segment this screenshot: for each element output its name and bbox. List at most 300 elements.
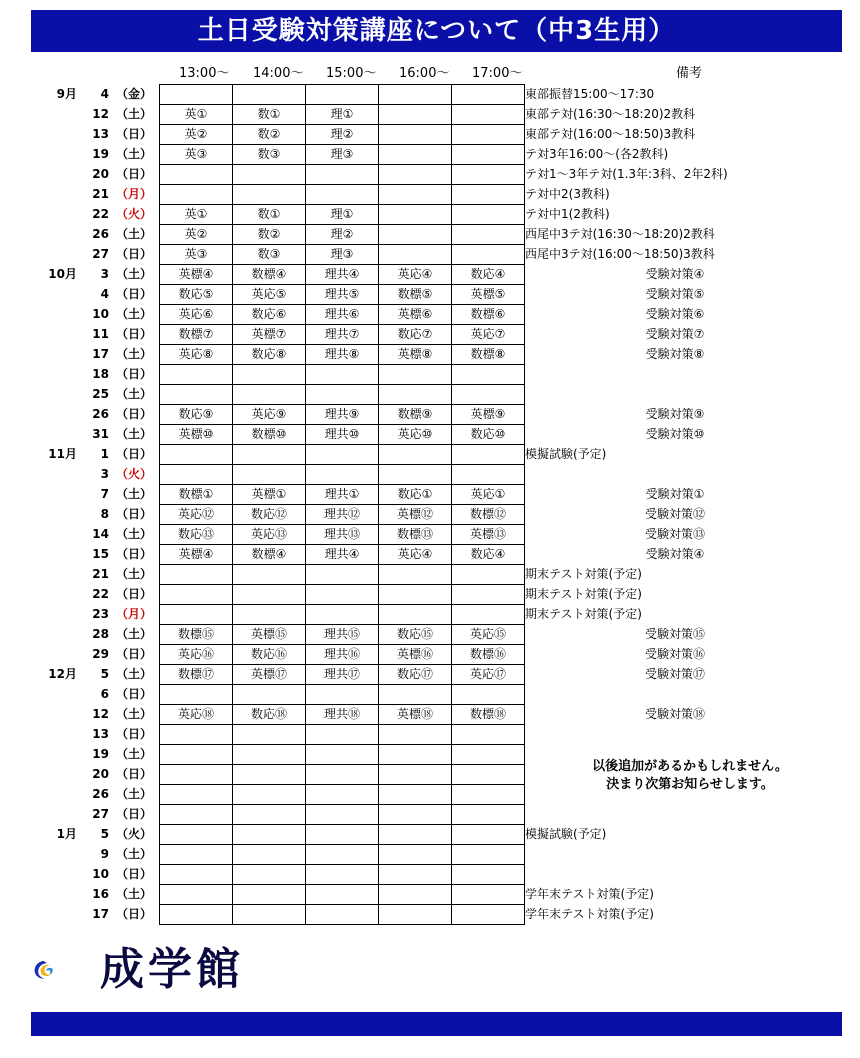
class-slot-cell — [379, 365, 452, 385]
class-slot-cell: 数応⑥ — [233, 305, 306, 325]
class-slot-cell: 英標⑥ — [379, 305, 452, 325]
class-slot-cell: 英標⑨ — [452, 405, 525, 425]
class-slot-cell — [306, 865, 379, 885]
class-slot-cell — [379, 885, 452, 905]
remarks-cell: 受験対策⑨ — [645, 407, 705, 421]
month-cell — [35, 125, 77, 145]
schedule-row — [35, 125, 849, 145]
class-slot-cell — [452, 585, 525, 605]
remarks-cell: 受験対策⑫ — [644, 507, 705, 521]
weekday-cell: （日） — [115, 367, 152, 381]
schedule-row — [35, 565, 849, 585]
class-slot-cell — [452, 85, 525, 105]
day-cell: 26 — [92, 407, 109, 421]
month-cell — [35, 625, 77, 645]
weekday-cell: （日） — [115, 767, 152, 781]
day-cell: 26 — [92, 227, 109, 241]
weekday-cell: （日） — [115, 507, 152, 521]
class-slot-cell — [160, 785, 233, 805]
class-slot-cell: 数③ — [233, 145, 306, 165]
class-slot-cell — [160, 865, 233, 885]
class-slot-cell: 理共⑬ — [306, 525, 379, 545]
class-slot-cell — [379, 445, 452, 465]
schedule-row — [35, 465, 849, 485]
day-cell: 27 — [92, 807, 109, 821]
month-cell — [35, 725, 77, 745]
class-slot-cell — [306, 905, 379, 925]
month-cell — [35, 485, 77, 505]
class-slot-cell: 理③ — [306, 245, 379, 265]
weekday-cell: （日） — [115, 447, 152, 461]
class-slot-cell: 理共① — [306, 485, 379, 505]
weekday-cell: （土） — [115, 667, 152, 681]
weekday-cell: （日） — [115, 247, 152, 261]
day-cell: 26 — [92, 787, 109, 801]
class-slot-cell: 理共④ — [306, 545, 379, 565]
class-slot-cell — [379, 605, 452, 625]
class-slot-cell: 理共⑯ — [306, 645, 379, 665]
class-slot-cell — [452, 725, 525, 745]
class-slot-cell — [306, 565, 379, 585]
class-slot-cell — [379, 805, 452, 825]
weekday-cell: （土） — [115, 267, 152, 281]
class-slot-cell — [233, 85, 306, 105]
class-slot-cell — [306, 465, 379, 485]
class-slot-cell — [379, 145, 452, 165]
weekday-cell: （日） — [115, 547, 152, 561]
class-slot-cell — [379, 185, 452, 205]
class-slot-cell: 英応④ — [379, 545, 452, 565]
class-slot-cell: 数標⑩ — [233, 425, 306, 445]
day-cell: 20 — [92, 767, 109, 781]
weekday-cell: （火） — [115, 467, 152, 481]
class-slot-cell — [306, 85, 379, 105]
class-slot-cell — [306, 765, 379, 785]
schedule-row — [35, 445, 849, 465]
day-cell: 1 — [100, 447, 109, 461]
weekday-cell: （日） — [115, 327, 152, 341]
class-slot-cell — [160, 745, 233, 765]
day-cell: 12 — [92, 107, 109, 121]
month-cell — [35, 105, 77, 125]
month-cell: 12月 — [48, 667, 77, 681]
schedule-table — [35, 84, 849, 925]
month-cell — [35, 525, 77, 545]
class-slot-cell: 英応⑫ — [160, 505, 233, 525]
remarks-cell: 学年末テスト対策(予定) — [525, 907, 654, 921]
class-slot-cell — [452, 445, 525, 465]
class-slot-cell: 英標⑧ — [379, 345, 452, 365]
class-slot-cell — [452, 245, 525, 265]
class-slot-cell — [379, 125, 452, 145]
month-cell — [35, 545, 77, 565]
class-slot-cell: 英応① — [452, 485, 525, 505]
schedule-row — [35, 845, 849, 865]
class-slot-cell: 英② — [160, 125, 233, 145]
schedule-row — [35, 305, 849, 325]
class-slot-cell — [233, 745, 306, 765]
class-slot-cell — [379, 745, 452, 765]
class-slot-cell: 英標⑩ — [160, 425, 233, 445]
weekday-cell: （土） — [115, 487, 152, 501]
schedule-row — [35, 725, 849, 745]
class-slot-cell: 数③ — [233, 245, 306, 265]
class-slot-cell — [452, 805, 525, 825]
class-slot-cell — [379, 105, 452, 125]
class-slot-cell — [233, 465, 306, 485]
class-slot-cell: 数応⑬ — [160, 525, 233, 545]
month-cell — [35, 245, 77, 265]
class-slot-cell — [452, 865, 525, 885]
class-slot-cell: 数応⑨ — [160, 405, 233, 425]
month-cell — [35, 365, 77, 385]
schedule-row — [35, 825, 849, 845]
weekday-cell: （土） — [115, 567, 152, 581]
day-cell: 17 — [92, 347, 109, 361]
remarks-cell: 期末テスト対策(予定) — [525, 607, 642, 621]
class-slot-cell — [233, 805, 306, 825]
day-cell: 20 — [92, 167, 109, 181]
class-slot-cell: 英標⑦ — [233, 325, 306, 345]
class-slot-cell — [452, 465, 525, 485]
month-cell — [35, 225, 77, 245]
month-cell — [35, 885, 77, 905]
class-slot-cell: 英標④ — [160, 545, 233, 565]
class-slot-cell: 英③ — [160, 245, 233, 265]
month-cell — [35, 745, 77, 765]
class-slot-cell: 数標⑨ — [379, 405, 452, 425]
class-slot-cell — [452, 605, 525, 625]
weekday-cell: （土） — [115, 347, 152, 361]
time-header-4: 16:00～ — [399, 66, 450, 81]
weekday-cell: （土） — [115, 887, 152, 901]
weekday-cell: （日） — [115, 167, 152, 181]
schedule-row — [35, 525, 849, 545]
day-cell: 22 — [92, 207, 109, 221]
day-cell: 21 — [92, 567, 109, 581]
class-slot-cell — [160, 685, 233, 705]
day-cell: 21 — [92, 187, 109, 201]
remarks-cell — [525, 465, 850, 485]
day-cell: 4 — [100, 287, 109, 301]
month-cell — [35, 865, 77, 885]
day-cell: 5 — [100, 667, 109, 681]
class-slot-cell — [233, 885, 306, 905]
class-slot-cell — [306, 685, 379, 705]
class-slot-cell — [452, 825, 525, 845]
day-cell: 9 — [100, 847, 109, 861]
class-slot-cell — [379, 825, 452, 845]
class-slot-cell — [306, 725, 379, 745]
weekday-cell: （日） — [115, 587, 152, 601]
day-cell: 12 — [92, 707, 109, 721]
schedule-row — [35, 205, 849, 225]
remarks-cell — [525, 385, 850, 405]
class-slot-cell — [160, 445, 233, 465]
schedule-row — [35, 605, 849, 625]
day-cell: 17 — [92, 907, 109, 921]
class-slot-cell: 数標⑯ — [452, 645, 525, 665]
schedule-row — [35, 425, 849, 445]
class-slot-cell: 数標⑬ — [379, 525, 452, 545]
class-slot-cell: 理② — [306, 125, 379, 145]
class-slot-cell: 英応⑬ — [233, 525, 306, 545]
class-slot-cell — [306, 745, 379, 765]
class-slot-cell — [160, 465, 233, 485]
schedule-row — [35, 285, 849, 305]
class-slot-cell — [379, 725, 452, 745]
class-slot-cell: 数応⑮ — [379, 625, 452, 645]
schedule-row — [35, 185, 849, 205]
class-slot-cell — [233, 865, 306, 885]
class-slot-cell — [452, 125, 525, 145]
remarks-cell: 東部テ対(16:00～18:50)3教科 — [525, 127, 696, 141]
class-slot-cell — [379, 585, 452, 605]
weekday-cell: （月） — [115, 187, 152, 201]
class-slot-cell: 英標⑬ — [452, 525, 525, 545]
class-slot-cell: 英応⑩ — [379, 425, 452, 445]
day-cell: 18 — [92, 367, 109, 381]
weekday-cell: （土） — [115, 527, 152, 541]
class-slot-cell: 英標⑯ — [379, 645, 452, 665]
class-slot-cell — [233, 765, 306, 785]
month-cell — [35, 765, 77, 785]
class-slot-cell: 理共⑥ — [306, 305, 379, 325]
class-slot-cell — [160, 725, 233, 745]
schedule-row — [35, 145, 849, 165]
class-slot-cell — [452, 845, 525, 865]
class-slot-cell: 理共⑰ — [306, 665, 379, 685]
class-slot-cell — [233, 165, 306, 185]
footer-bar — [31, 1012, 842, 1036]
month-cell: 11月 — [48, 447, 77, 461]
class-slot-cell — [233, 845, 306, 865]
weekday-cell: （土） — [115, 427, 152, 441]
class-slot-cell: 数応⑰ — [379, 665, 452, 685]
class-slot-cell: 英標⑰ — [233, 665, 306, 685]
month-cell — [35, 645, 77, 665]
remarks-cell: 受験対策⑧ — [645, 347, 705, 361]
class-slot-cell — [233, 565, 306, 585]
day-cell: 19 — [92, 747, 109, 761]
class-slot-cell — [452, 885, 525, 905]
day-cell: 29 — [92, 647, 109, 661]
day-cell: 13 — [92, 727, 109, 741]
class-slot-cell: 数標④ — [233, 545, 306, 565]
day-cell: 3 — [100, 467, 109, 481]
day-cell: 8 — [100, 507, 109, 521]
class-slot-cell — [379, 245, 452, 265]
remarks-cell: 受験対策⑤ — [645, 287, 705, 301]
month-cell — [35, 325, 77, 345]
remarks-cell: 模擬試験(予定) — [525, 827, 607, 841]
class-slot-cell — [306, 185, 379, 205]
class-slot-cell — [452, 105, 525, 125]
class-slot-cell — [233, 585, 306, 605]
month-cell — [35, 905, 77, 925]
weekday-cell: （日） — [115, 287, 152, 301]
month-cell — [35, 145, 77, 165]
class-slot-cell — [452, 365, 525, 385]
remarks-cell: 受験対策④ — [645, 267, 705, 281]
class-slot-cell — [379, 165, 452, 185]
class-slot-cell — [160, 565, 233, 585]
class-slot-cell — [160, 385, 233, 405]
month-cell — [35, 845, 77, 865]
class-slot-cell — [306, 885, 379, 905]
weekday-cell: （土） — [115, 147, 152, 161]
class-slot-cell — [160, 185, 233, 205]
class-slot-cell: 数応⑫ — [233, 505, 306, 525]
class-slot-cell: 英標⑱ — [379, 705, 452, 725]
class-slot-cell: 数応⑦ — [379, 325, 452, 345]
schedule-row — [35, 165, 849, 185]
class-slot-cell — [233, 905, 306, 925]
schedule-row — [35, 665, 849, 685]
schedule-row — [35, 705, 849, 725]
schedule-row — [35, 85, 849, 105]
class-slot-cell: 理① — [306, 205, 379, 225]
class-slot-cell: 理共⑩ — [306, 425, 379, 445]
month-cell — [35, 345, 77, 365]
class-slot-cell — [233, 445, 306, 465]
class-slot-cell: 英応⑨ — [233, 405, 306, 425]
schedule-row — [35, 325, 849, 345]
weekday-cell: （日） — [115, 127, 152, 141]
remarks-cell: 期末テスト対策(予定) — [525, 587, 642, 601]
class-slot-cell: 英応⑤ — [233, 285, 306, 305]
schedule-row — [35, 405, 849, 425]
month-cell — [35, 585, 77, 605]
weekday-cell: （土） — [115, 847, 152, 861]
month-cell — [35, 705, 77, 725]
month-cell — [35, 565, 77, 585]
remarks-cell — [525, 685, 850, 705]
schedule-row — [35, 645, 849, 665]
remarks-cell: テ対中2(3教科) — [525, 187, 610, 201]
month-cell — [35, 685, 77, 705]
class-slot-cell — [452, 165, 525, 185]
month-cell — [35, 405, 77, 425]
class-slot-cell: 英応⑯ — [160, 645, 233, 665]
class-slot-cell: 英標⑫ — [379, 505, 452, 525]
class-slot-cell: 数標⑰ — [160, 665, 233, 685]
page-title: 土日受験対策講座について（中3生用） — [31, 10, 842, 52]
month-cell — [35, 505, 77, 525]
class-slot-cell — [452, 905, 525, 925]
class-slot-cell: 英③ — [160, 145, 233, 165]
remarks-cell: 受験対策⑰ — [644, 667, 705, 681]
month-cell — [35, 465, 77, 485]
class-slot-cell — [160, 85, 233, 105]
class-slot-cell: 数標⑤ — [379, 285, 452, 305]
remarks-cell: テ対中1(2教科) — [525, 207, 610, 221]
day-cell: 13 — [92, 127, 109, 141]
class-slot-cell: 数応⑤ — [160, 285, 233, 305]
schedule-row — [35, 885, 849, 905]
class-slot-cell — [306, 445, 379, 465]
day-cell: 7 — [100, 487, 109, 501]
logo-text: 成学館 — [100, 944, 244, 995]
class-slot-cell: 数応④ — [452, 545, 525, 565]
class-slot-cell — [452, 225, 525, 245]
day-cell: 6 — [100, 687, 109, 701]
class-slot-cell — [306, 165, 379, 185]
weekday-cell: （土） — [115, 227, 152, 241]
class-slot-cell — [233, 825, 306, 845]
schedule-row — [35, 225, 849, 245]
class-slot-cell: 英応⑦ — [452, 325, 525, 345]
day-cell: 28 — [92, 627, 109, 641]
class-slot-cell — [233, 185, 306, 205]
class-slot-cell: 数標① — [160, 485, 233, 505]
class-slot-cell — [160, 165, 233, 185]
schedule-row — [35, 865, 849, 885]
day-cell: 11 — [92, 327, 109, 341]
weekday-cell: （土） — [115, 627, 152, 641]
class-slot-cell — [379, 865, 452, 885]
remarks-cell: 東部テ対(16:30～18:20)2教科 — [525, 107, 696, 121]
weekday-cell: （日） — [115, 907, 152, 921]
weekday-cell: （土） — [115, 107, 152, 121]
class-slot-cell — [233, 725, 306, 745]
remarks-cell: 受験対策① — [645, 487, 705, 501]
class-slot-cell — [379, 785, 452, 805]
class-slot-cell: 英② — [160, 225, 233, 245]
class-slot-cell — [379, 765, 452, 785]
day-cell: 27 — [92, 247, 109, 261]
remarks-cell: 受験対策⑥ — [645, 307, 705, 321]
class-slot-cell — [160, 845, 233, 865]
remarks-cell: 西尾中3テ対(16:00～18:50)3教科 — [525, 247, 715, 261]
class-slot-cell — [160, 905, 233, 925]
class-slot-cell: 英応⑥ — [160, 305, 233, 325]
class-slot-cell: 数標⑥ — [452, 305, 525, 325]
class-slot-cell — [306, 825, 379, 845]
class-slot-cell: 数② — [233, 225, 306, 245]
class-slot-cell: 数標⑧ — [452, 345, 525, 365]
month-cell — [35, 185, 77, 205]
weekday-cell: （土） — [115, 747, 152, 761]
month-cell — [35, 285, 77, 305]
time-header-2: 14:00～ — [253, 66, 304, 81]
remarks-cell: 期末テスト対策(予定) — [525, 567, 642, 581]
class-slot-cell — [233, 605, 306, 625]
weekday-cell: （日） — [115, 647, 152, 661]
class-slot-cell: 英応④ — [379, 265, 452, 285]
remarks-cell — [525, 805, 850, 825]
class-slot-cell: 数応⑱ — [233, 705, 306, 725]
class-slot-cell — [379, 685, 452, 705]
remarks-cell — [525, 365, 850, 385]
class-slot-cell — [379, 905, 452, 925]
schedule-row — [35, 265, 849, 285]
class-slot-cell: 数標⑱ — [452, 705, 525, 725]
remarks-cell: 西尾中3テ対(16:30～18:20)2教科 — [525, 227, 715, 241]
class-slot-cell: 英標④ — [160, 265, 233, 285]
class-slot-cell — [233, 385, 306, 405]
class-slot-cell — [379, 565, 452, 585]
class-slot-cell: 英標① — [233, 485, 306, 505]
month-cell: 10月 — [48, 267, 77, 281]
class-slot-cell: 英応⑮ — [452, 625, 525, 645]
time-header-1: 13:00～ — [179, 66, 230, 81]
class-slot-cell — [452, 185, 525, 205]
class-slot-cell — [379, 385, 452, 405]
remarks-cell: テ対3年16:00～(各2教科) — [525, 147, 669, 161]
weekday-cell: （日） — [115, 807, 152, 821]
class-slot-cell: 英標⑮ — [233, 625, 306, 645]
